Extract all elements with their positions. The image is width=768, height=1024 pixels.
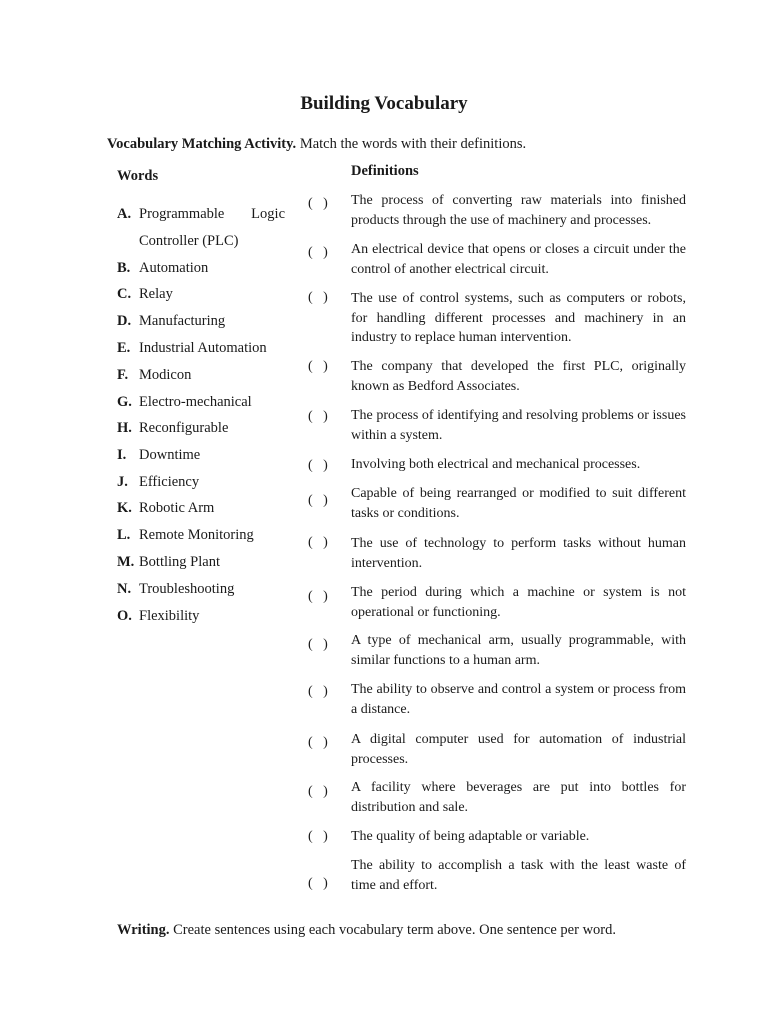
word-text: Flexibility [139,608,200,624]
word-letter: L. [117,527,131,543]
word-text: Automation [139,260,209,276]
answer-blank[interactable]: ( ) [308,359,328,374]
answer-blank[interactable]: ( ) [308,245,328,260]
word-letter: H. [117,420,132,436]
words-heading: Words [117,168,159,184]
word-item [117,335,287,362]
word-letter: G. [117,394,132,410]
word-letter: O. [117,608,132,624]
definition-item: The quality of being adaptable or variable. [351,829,590,844]
word-text: Manufacturing [139,313,226,329]
answer-blank[interactable]: ( ) [308,458,328,473]
word-text: Robotic Arm [139,500,215,516]
definition-item: The period during which a machine or system is not operational or functioning. [351,585,686,620]
word-item [117,522,287,549]
answer-blank[interactable]: ( ) [308,535,328,550]
word-text: Downtime [139,447,201,463]
word-letter: E. [117,340,131,356]
definitions-heading: Definitions [351,163,419,179]
word-letter: K. [117,500,132,516]
definition-item: The process of identifying and resolving problems or issues within a system. [351,408,686,443]
word-letter: F. [117,367,129,383]
word-letter: M. [117,554,135,570]
word-letter: B. [117,260,131,276]
answer-blank[interactable]: ( ) [308,637,328,652]
word-text: Remote Monitoring [139,527,254,543]
word-text: Efficiency [139,474,200,490]
definition-item: The use of technology to perform tasks without human intervention. [351,536,686,571]
activity-text: Match the words with their definitions. [296,136,527,152]
answer-blank[interactable]: ( ) [308,290,328,305]
answer-blank[interactable]: ( ) [308,684,328,699]
word-item [117,255,287,282]
activity-label: Vocabulary Matching Activity. [107,136,297,152]
definition-item: Capable of being rearranged or modified to suit different tasks or conditions. [351,486,686,521]
word-item [117,495,287,522]
word-item [117,201,287,255]
definition-item: The use of control systems, such as computers or robots, for handling different processes and machinery in an industry to replace human intervention. [351,291,686,345]
word-letter: I. [117,447,127,463]
word-text: Electro-mechanical [139,394,252,410]
word-item [117,308,287,335]
word-item [117,576,287,603]
word-letter: A. [117,206,132,222]
definition-item: The ability to accomplish a task with the least waste of time and effort. [351,858,686,893]
word-item [117,281,287,308]
writing-instructions [117,922,616,939]
word-item [117,362,287,389]
activity-instructions [107,136,526,153]
answer-blank[interactable]: ( ) [308,196,328,211]
word-letter: C. [117,286,132,302]
word-text: Industrial Automation [139,340,267,356]
answer-blank[interactable]: ( ) [308,493,328,508]
word-item [117,442,287,469]
word-letter: D. [117,313,132,329]
definition-item: A digital computer used for automation of industrial processes. [351,732,686,767]
answer-blank[interactable]: ( ) [308,409,328,424]
word-letter: N. [117,581,132,597]
definition-item: The company that developed the first PLC, originally known as Bedford Associates. [351,359,686,394]
word-item [117,549,287,576]
definition-item: An electrical device that opens or closes a circuit under the control of another electrical circuit. [351,242,686,277]
definition-item: A facility where beverages are put into bottles for distribution and sale. [351,780,686,815]
answer-blank[interactable]: ( ) [308,589,328,604]
answer-blank[interactable]: ( ) [308,829,328,844]
word-text: Programmable Logic Controller (PLC) [139,206,285,249]
word-text: Relay [139,286,173,302]
word-letter: J. [117,474,128,490]
answer-blank[interactable]: ( ) [308,784,328,799]
word-text: Bottling Plant [139,554,220,570]
word-text: Reconfigurable [139,420,229,436]
word-item [117,603,287,630]
writing-label: Writing. [117,922,170,938]
definition-item: The ability to observe and control a system or process from a distance. [351,682,686,717]
writing-text: Create sentences using each vocabulary term above. One sentence per word. [169,922,616,938]
answer-blank[interactable]: ( ) [308,735,328,750]
page-title: Building Vocabulary [300,93,468,114]
definition-item: The process of converting raw materials into finished products through the use of machinery and processes. [351,193,686,228]
word-item [117,389,287,416]
definition-item: Involving both electrical and mechanical processes. [351,457,641,472]
word-item [117,415,287,442]
answer-blank[interactable]: ( ) [308,876,328,891]
definition-item: A type of mechanical arm, usually programmable, with similar functions to a human arm. [351,633,686,668]
word-item [117,469,287,496]
word-text: Modicon [139,367,192,383]
word-text: Troubleshooting [139,581,235,597]
